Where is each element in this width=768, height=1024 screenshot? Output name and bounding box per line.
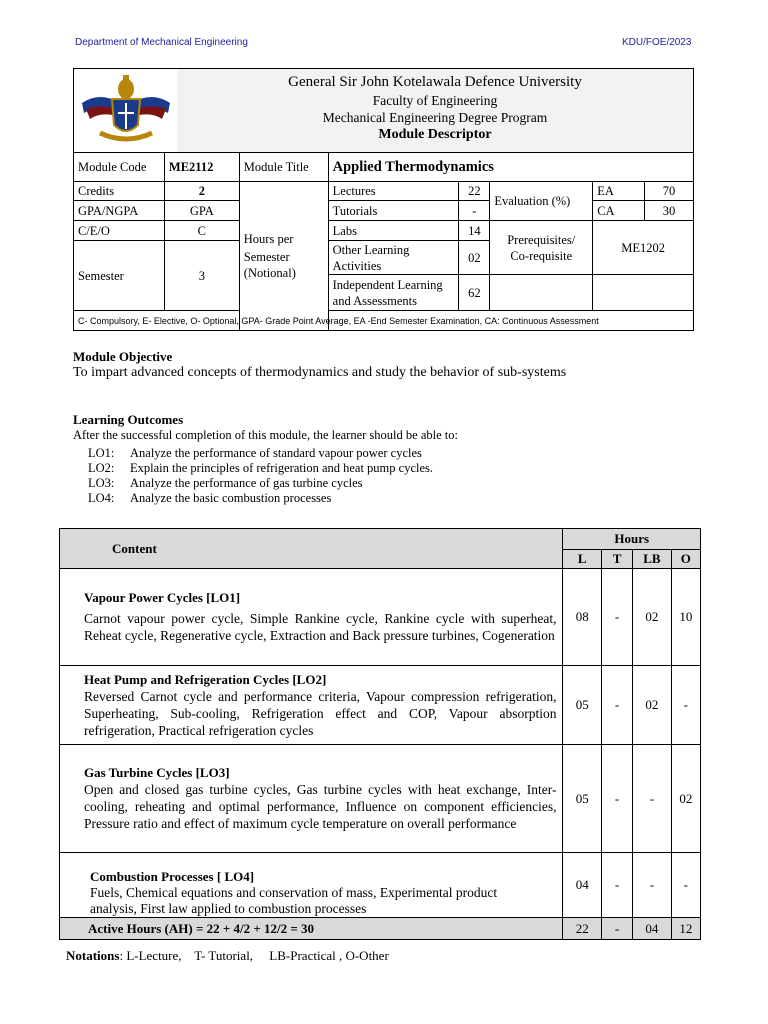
program-name: Mechanical Engineering Degree Program <box>322 110 548 125</box>
tutorials-value: - <box>459 201 490 221</box>
hours-per-semester-label: Hours per Semester (Notional) <box>239 182 328 331</box>
module-code: ME2112 <box>164 153 239 182</box>
semester-value: 3 <box>164 241 239 311</box>
header-department: Department of Mechanical Engineering <box>75 37 248 48</box>
university-crest-icon <box>80 73 172 149</box>
prerequisites-value: ME1202 <box>593 221 694 275</box>
semester-label: Semester <box>74 241 165 311</box>
independent-learning-value: 62 <box>459 275 490 311</box>
hours-header: Hours <box>563 529 701 550</box>
independent-learning-label: Independent Learning and Assessments <box>328 275 459 311</box>
ca-label: CA <box>593 201 645 221</box>
table-row: Combustion Processes [ LO4] Fuels, Chemical equations and conservation of mass, Experimental product analysis, First law applied to combustion processes 04 - - - <box>60 853 701 918</box>
module-info-table <box>73 152 694 331</box>
outcomes-title: Learning Outcomes <box>73 412 184 427</box>
table-row: Heat Pump and Refrigeration Cycles [LO2] Reversed Carnot cycle and performance criteria, Vapour compression refrigeration, Superheating, Sub-cooling, Refrigeration effect and COP, Vapour absorption refrigeration, Practical refrigeration cycles 05 - 02 - <box>60 666 701 745</box>
outcomes-list <box>88 446 433 506</box>
header-doc-code: KDU/FOE/2023 <box>622 37 692 48</box>
gpa-label: GPA/NGPA <box>74 201 165 221</box>
lectures-value: 22 <box>459 182 490 201</box>
col-o: O <box>671 550 700 569</box>
ea-value: 70 <box>645 182 694 201</box>
prerequisites-label: Prerequisites/ Co-requisite <box>490 221 593 275</box>
notations <box>66 948 389 964</box>
total-row: Active Hours (AH) = 22 + 4/2 + 12/2 = 30 22 - 04 12 <box>60 918 701 940</box>
content-header: Content <box>60 529 563 569</box>
objective-text: To impart advanced concepts of thermodynamics and study the behavior of sub-systems <box>73 365 567 380</box>
table-row: Vapour Power Cycles [LO1] Carnot vapour power cycle, Simple Rankine cycle, Rankine cycle with superheat, Reheat cycle, Regenerative cycle, Extraction and Back pressure turbines, Cogeneration 08 - 02 10 <box>60 569 701 666</box>
content-table <box>59 528 701 940</box>
active-hours-label: Active Hours (AH) = 22 + 4/2 + 12/2 = 30 <box>60 918 563 940</box>
outcome-item: LO4: Analyze the basic combustion processes <box>88 491 332 505</box>
objective-title: Module Objective <box>73 349 173 364</box>
notations-label: Notations <box>66 948 120 963</box>
legend-text: C- Compulsory, E- Elective, O- Optional, GPA- Grade Point Average, EA -End Semester Examination, CA: Continuous Assessment <box>74 311 694 331</box>
tutorials-label: Tutorials <box>328 201 459 221</box>
col-l: L <box>563 550 601 569</box>
labs-label: Labs <box>328 221 459 241</box>
module-title-label: Module Title <box>239 153 328 182</box>
title-box <box>73 68 694 153</box>
credits-label: Credits <box>74 182 165 201</box>
faculty-name: Faculty of Engineering <box>372 93 498 108</box>
university-name: General Sir John Kotelawala Defence University <box>288 74 582 90</box>
outcome-item: LO2: Explain the principles of refrigeration and heat pump cycles. <box>88 461 434 475</box>
outcome-item: LO1: Analyze the performance of standard vapour power cycles <box>88 446 422 460</box>
ceo-value: C <box>164 221 239 241</box>
evaluation-label: Evaluation (%) <box>490 182 593 221</box>
ca-value: 30 <box>645 201 694 221</box>
other-learning-value: 02 <box>459 241 490 275</box>
outcome-item: LO3: Analyze the performance of gas turbine cycles <box>88 476 363 490</box>
notations-text: : L-Lecture, T- Tutorial, LB-Practical , O-Other <box>119 948 389 963</box>
credits-value: 2 <box>164 182 239 201</box>
table-row: Gas Turbine Cycles [LO3] Open and closed gas turbine cycles, Gas turbine cycles with heat exchange, Inter-cooling, reheating and optimal performance, Influence on component efficiencies, Pressure ratio and effect of maximum cycle temperature on overall performance 05 - - 02 <box>60 745 701 853</box>
other-learning-label: Other Learning Activities <box>328 241 459 275</box>
gpa-value: GPA <box>164 201 239 221</box>
ceo-label: C/E/O <box>74 221 165 241</box>
col-lb: LB <box>633 550 671 569</box>
module-title: Applied Thermodynamics <box>328 153 693 182</box>
labs-value: 14 <box>459 221 490 241</box>
ea-label: EA <box>593 182 645 201</box>
lectures-label: Lectures <box>328 182 459 201</box>
doc-title: Module Descriptor <box>378 127 492 142</box>
outcomes-intro: After the successful completion of this module, the learner should be able to: <box>73 428 458 442</box>
col-t: T <box>601 550 632 569</box>
module-code-label: Module Code <box>74 153 165 182</box>
